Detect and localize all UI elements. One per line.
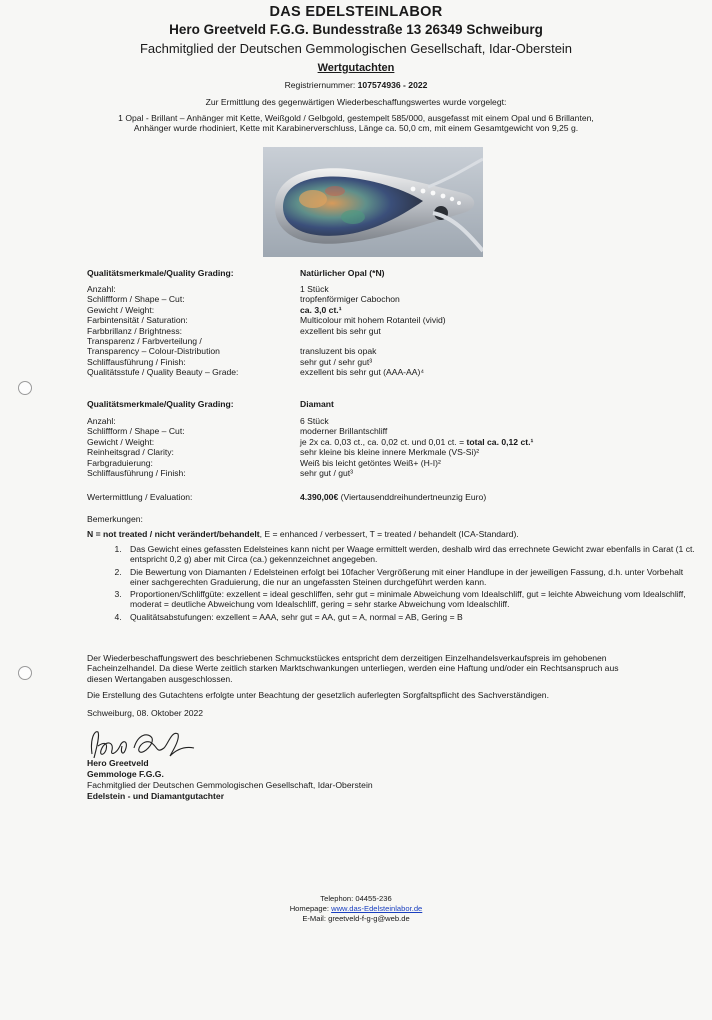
footer-homepage: Homepage: www.das-Edelsteinlabor.de [289, 904, 423, 913]
footer-phone: Telephon: 04455-236 [320, 894, 392, 903]
diamond-grading-value: Diamant [300, 399, 334, 409]
remarks-notes [84, 544, 699, 624]
note-item: 2. Die Bewertung von Diamanten / Edelsteinen erfolgt bei 10facher Vergrößerung mit einer Handlupe in der jeweiligen Fassung, d.h. unter Vorbehalt einer sachgerechten Graduierung, die nur an ungefassten Steinen durchgeführt werden kann. [124, 567, 699, 588]
opal-grading-value: Natürlicher Opal (*N) [300, 268, 385, 278]
company-name: DAS EDELSTEINLABOR [269, 4, 443, 20]
evaluation-value: 4.390,00€ (Viertausenddreihundertneunzig Euro) [300, 492, 487, 502]
description-line-1: 1 Opal - Brillant – Anhänger mit Kette, Weißgold / Gelbgold, gestempelt 585/000, ausgefasst mit einem Opal und 6 Brillanten, [118, 113, 594, 123]
punch-hole [18, 666, 32, 680]
punch-hole [18, 381, 32, 395]
signer-name: Hero Greetveld [87, 758, 149, 768]
place-date: Schweiburg, 08. Oktober 2022 [87, 708, 204, 718]
email-address[interactable]: greetveld-f-g-g@web.de [328, 914, 410, 923]
membership-line: Fachmitglied der Deutschen Gemmologischen Gesellschaft, Idar-Oberstein [139, 41, 573, 56]
diligence-paragraph: Die Erstellung des Gutachtens erfolgte unter Beachtung der gesetzlich auferlegten Sorgfaltspflicht des Sachverständigen. [87, 690, 549, 700]
description-line-2: Anhänger wurde rhodiniert, Kette mit Karabinerverschluss, Länge ca. 50,0 cm, mit einem Gesamtgewicht von 9,25 g. [133, 123, 579, 133]
diamond-grading-label: Qualitätsmerkmale/Quality Grading: [87, 399, 234, 409]
evaluation-label: Wertermittlung / Evaluation: [87, 492, 193, 502]
homepage-link[interactable]: www.das-Edelsteinlabor.de [331, 904, 423, 913]
footer-email: E-Mail: greetveld-f-g-g@web.de [302, 914, 410, 923]
liability-paragraph: Der Wiederbeschaffungswert des beschriebenen Schmuckstückes entspricht dem derzeitigen Einzelhandelsverkaufspreis im gehobenen Facheinzelhandel. Da diese Werte zeitlich starken Marktschwankungen unterliegen, werden eine Haftung und/oder ein Rechtsanspruch aus diesen Wertangaben ausgeschlossen. [87, 653, 619, 684]
note-item: 3. Proportionen/Schliffgüte: exzellent = ideal geschliffen, sehr gut = minimale Abweichung vom Idealschliff, gut = leichte Abweichung vom Idealschliff, moderat = deutliche Abweichung vom Idealschliff, gering = sehr starke Abweichung vom Idealschliff. [124, 589, 699, 610]
signer-title-2: Fachmitglied der Deutschen Gemmologischen Gesellschaft, Idar-Oberstein [87, 780, 373, 790]
remarks-heading: Bemerkungen: [87, 514, 143, 524]
opal-pendant-photo [263, 147, 483, 257]
signer-title-1: Gemmologe F.G.G. [87, 769, 164, 779]
document-title: Wertgutachten [317, 62, 395, 74]
opal-grading-label: Qualitätsmerkmale/Quality Grading: [87, 268, 234, 278]
treatment-legend: N = not treated / nicht verändert/behandelt, E = enhanced / verbessert, T = treated / behandelt (ICA-Standard). [87, 529, 519, 539]
opal-values: 1 Stück tropfenförmiger Cabochon ca. 3,0 ct.¹ Multicolour mit hohem Rotanteil (vivid) exzellent bis sehr gut transluzent bis opak sehr gut / sehr gut³ exzellent bis sehr gut (AAA-AA)⁴ [300, 284, 446, 378]
note-item: 1. Das Gewicht eines gefassten Edelsteines kann nicht per Waage ermittelt werden, deshalb wird das errechnete Gewicht zwar ebenfalls in Carat (1 ct. entspricht 0,2 g) aber mit Circa (ca.) gekennzeichnet angegeben. [124, 544, 699, 565]
intro-text: Zur Ermittlung des gegenwärtigen Wiederbeschaffungswertes wurde vorgelegt: [205, 97, 507, 107]
diamond-labels: Anzahl: Schliffform / Shape – Cut: Gewicht / Weight: Reinheitsgrad / Clarity: Farbgraduierung: Schliffausführung / Finish: [87, 416, 186, 479]
registration-number: Registriernummer: 107574936 - 2022 [284, 80, 428, 90]
owner-address-line: Hero Greetveld F.G.G. Bundesstraße 13 26349 Schweiburg [169, 22, 543, 37]
note-item: 4. Qualitätsabstufungen: exzellent = AAA, sehr gut = AA, gut = A, normal = AB, Gering = B [124, 612, 699, 622]
opal-labels: Anzahl: Schliffform / Shape – Cut: Gewicht / Weight: Farbintensität / Saturation: Farbbrillanz / Brightness: Transparenz / Farbverteilung / Transparency – Colour-Distribution Schliffausführung / Finish: Qualitätsstufe / Quality Beauty – Grade: [87, 284, 239, 378]
signer-title-3: Edelstein - und Diamantgutachter [87, 791, 225, 801]
diamond-values: 6 Stück moderner Brillantschliff je 2x ca. 0,03 ct., ca. 0,02 ct. und 0,01 ct. = total ca. 0,12 ct.¹ sehr kleine bis kleine innere Merkmale (VS-Si)² Weiß bis leicht getöntes Weiß+ (H-I)² sehr gut / gut³ [300, 416, 534, 479]
